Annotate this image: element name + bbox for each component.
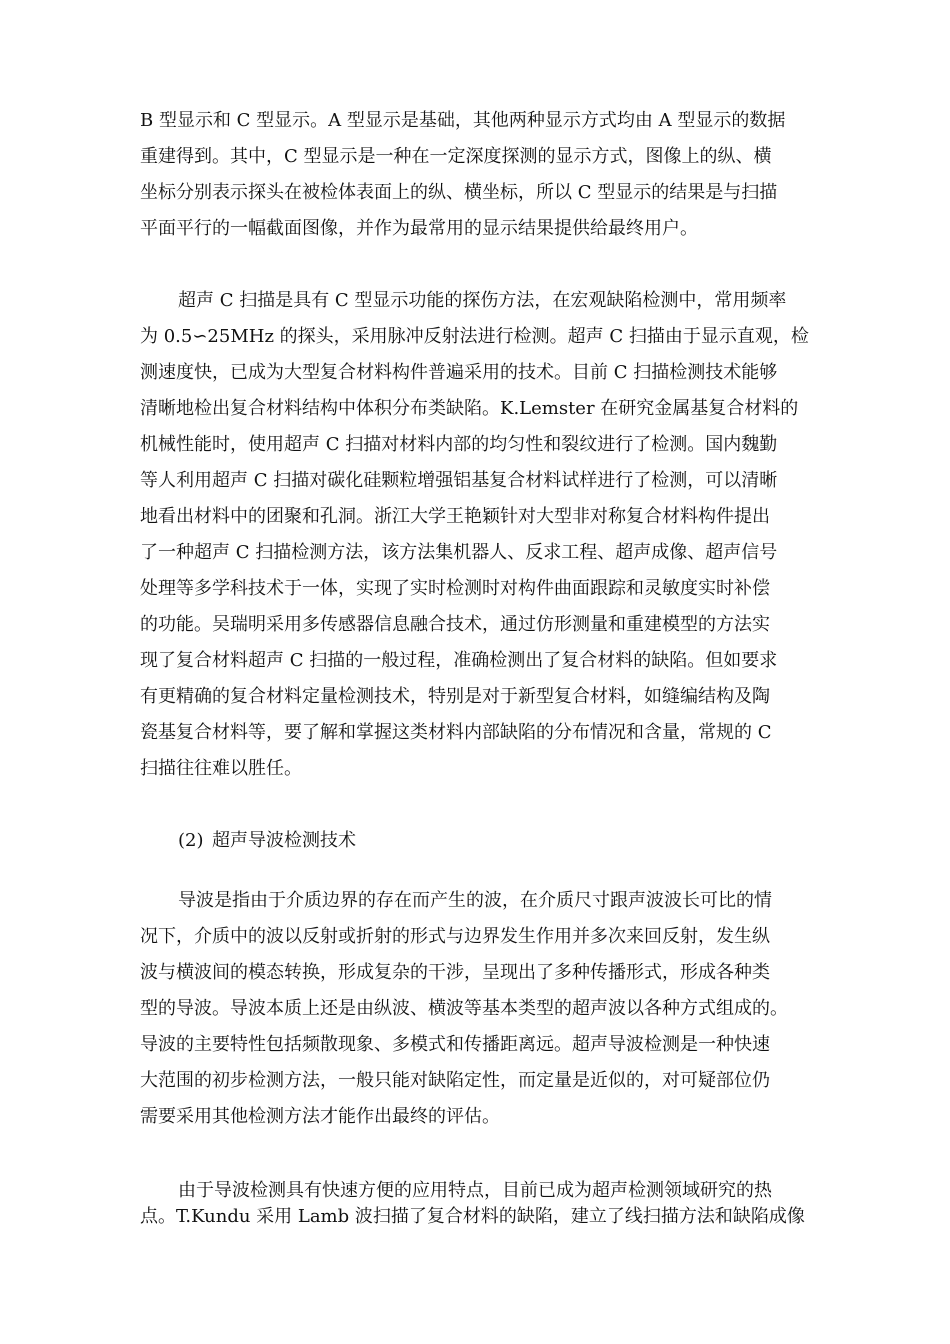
paragraph-3-line: [0, 1102, 950, 1132]
text-line: 为 0.5∽25MHz 的探头，采用脉冲反射法进行检测。超声 C 扫描由于显示直观，检: [140, 326, 809, 347]
text-line: 地看出材料中的团聚和孔洞。浙江大学王艳颖针对大型非对称复合材料构件提出: [140, 506, 770, 527]
text-line: 机械性能时，使用超声 C 扫描对材料内部的均匀性和裂纹进行了检测。国内魏勤: [140, 434, 778, 455]
paragraph-2-line: [0, 430, 950, 460]
text-line: 点。T.Kundu 采用 Lamb 波扫描了复合材料的缺陷，建立了线扫描方法和缺陷成像: [140, 1206, 805, 1227]
paragraph-3-line: [0, 1030, 950, 1060]
text-line: 导波是指由于介质边界的存在而产生的波，在介质尺寸跟声波波长可比的情: [178, 890, 772, 911]
text-line: 了一种超声 C 扫描检测方法，该方法集机器人、反求工程、超声成像、超声信号: [140, 542, 778, 563]
text-line: 有更精确的复合材料定量检测技术，特别是对于新型复合材料，如缝编结构及陶: [140, 686, 770, 707]
text-line: 清晰地检出复合材料结构中体积分布类缺陷。K.Lemster 在研究金属基复合材料的: [140, 398, 799, 419]
text-line: 扫描往往难以胜任。: [140, 758, 302, 779]
paragraph-2-line: [0, 466, 950, 496]
paragraph-3-line: [0, 1066, 950, 1096]
paragraph-2-line: [0, 610, 950, 640]
paragraph-2-line: [0, 718, 950, 748]
paragraph-3-line: [0, 922, 950, 952]
paragraph-1-line: [0, 178, 950, 208]
text-line: 需要采用其他检测方法才能作出最终的评估。: [140, 1106, 500, 1127]
paragraph-2-line: [0, 394, 950, 424]
text-line: 平面平行的一幅截面图像，并作为最常用的显示结果提供给最终用户。: [140, 218, 698, 239]
text-line: 坐标分别表示探头在被检体表面上的纵、横坐标，所以 C 型显示的结果是与扫描: [140, 182, 778, 203]
heading-number: (2): [178, 830, 204, 851]
paragraph-2-line: [0, 502, 950, 532]
text-line: 等人利用超声 C 扫描对碳化硅颗粒增强铝基复合材料试样进行了检测，可以清晰: [140, 470, 778, 491]
text-line: 波与横波间的模态转换，形成复杂的干涉，呈现出了多种传播形式，形成各种类: [140, 962, 770, 983]
paragraph-2-line: [0, 286, 950, 316]
paragraph-2-line: [0, 322, 950, 352]
text-line: 的功能。吴瑞明采用多传感器信息融合技术，通过仿形测量和重建模型的方法实: [140, 614, 770, 635]
paragraph-2-line: [0, 538, 950, 568]
paragraph-1-line: [0, 142, 950, 172]
text-line: 型的导波。导波本质上还是由纵波、横波等基本类型的超声波以各种方式组成的。: [140, 998, 788, 1019]
paragraph-3-line: [0, 994, 950, 1024]
paragraph-1-line: [0, 214, 950, 244]
paragraph-4-line: [0, 1202, 950, 1232]
paragraph-3-line: [0, 886, 950, 916]
text-line: 超声 C 扫描是具有 C 型显示功能的探伤方法，在宏观缺陷检测中，常用频率: [178, 290, 787, 311]
text-line: 测速度快，已成为大型复合材料构件普遍采用的技术。目前 C 扫描检测技术能够: [140, 362, 778, 383]
text-line: 现了复合材料超声 C 扫描的一般过程，准确检测出了复合材料的缺陷。但如要求: [140, 650, 778, 671]
paragraph-2-line: [0, 574, 950, 604]
heading-text: 超声导波检测技术: [212, 830, 356, 851]
paragraph-2-line: [0, 754, 950, 784]
paragraph-1-line: [0, 106, 950, 136]
paragraph-2-line: [0, 358, 950, 388]
text-line: 况下，介质中的波以反射或折射的形式与边界发生作用并多次来回反射，发生纵: [140, 926, 770, 947]
paragraph-2-line: [0, 646, 950, 676]
text-line: 导波的主要特性包括频散现象、多模式和传播距离远。超声导波检测是一种快速: [140, 1034, 770, 1055]
section-heading: [0, 826, 950, 856]
text-line: 瓷基复合材料等，要了解和掌握这类材料内部缺陷的分布情况和含量，常规的 C: [140, 722, 772, 743]
text-line: 处理等多学科技术于一体，实现了实时检测时对构件曲面跟踪和灵敏度实时补偿: [140, 578, 770, 599]
text-line: 由于导波检测具有快速方便的应用特点，目前已成为超声检测领域研究的热: [178, 1180, 772, 1201]
paragraph-3-line: [0, 958, 950, 988]
paragraph-2-line: [0, 682, 950, 712]
text-line: B 型显示和 C 型显示。A 型显示是基础，其他两种显示方式均由 A 型显示的数据: [140, 110, 786, 131]
text-line: 大范围的初步检测方法，一般只能对缺陷定性，而定量是近似的，对可疑部位仍: [140, 1070, 770, 1091]
text-line: 重建得到。其中，C 型显示是一种在一定深度探测的显示方式，图像上的纵、横: [140, 146, 772, 167]
